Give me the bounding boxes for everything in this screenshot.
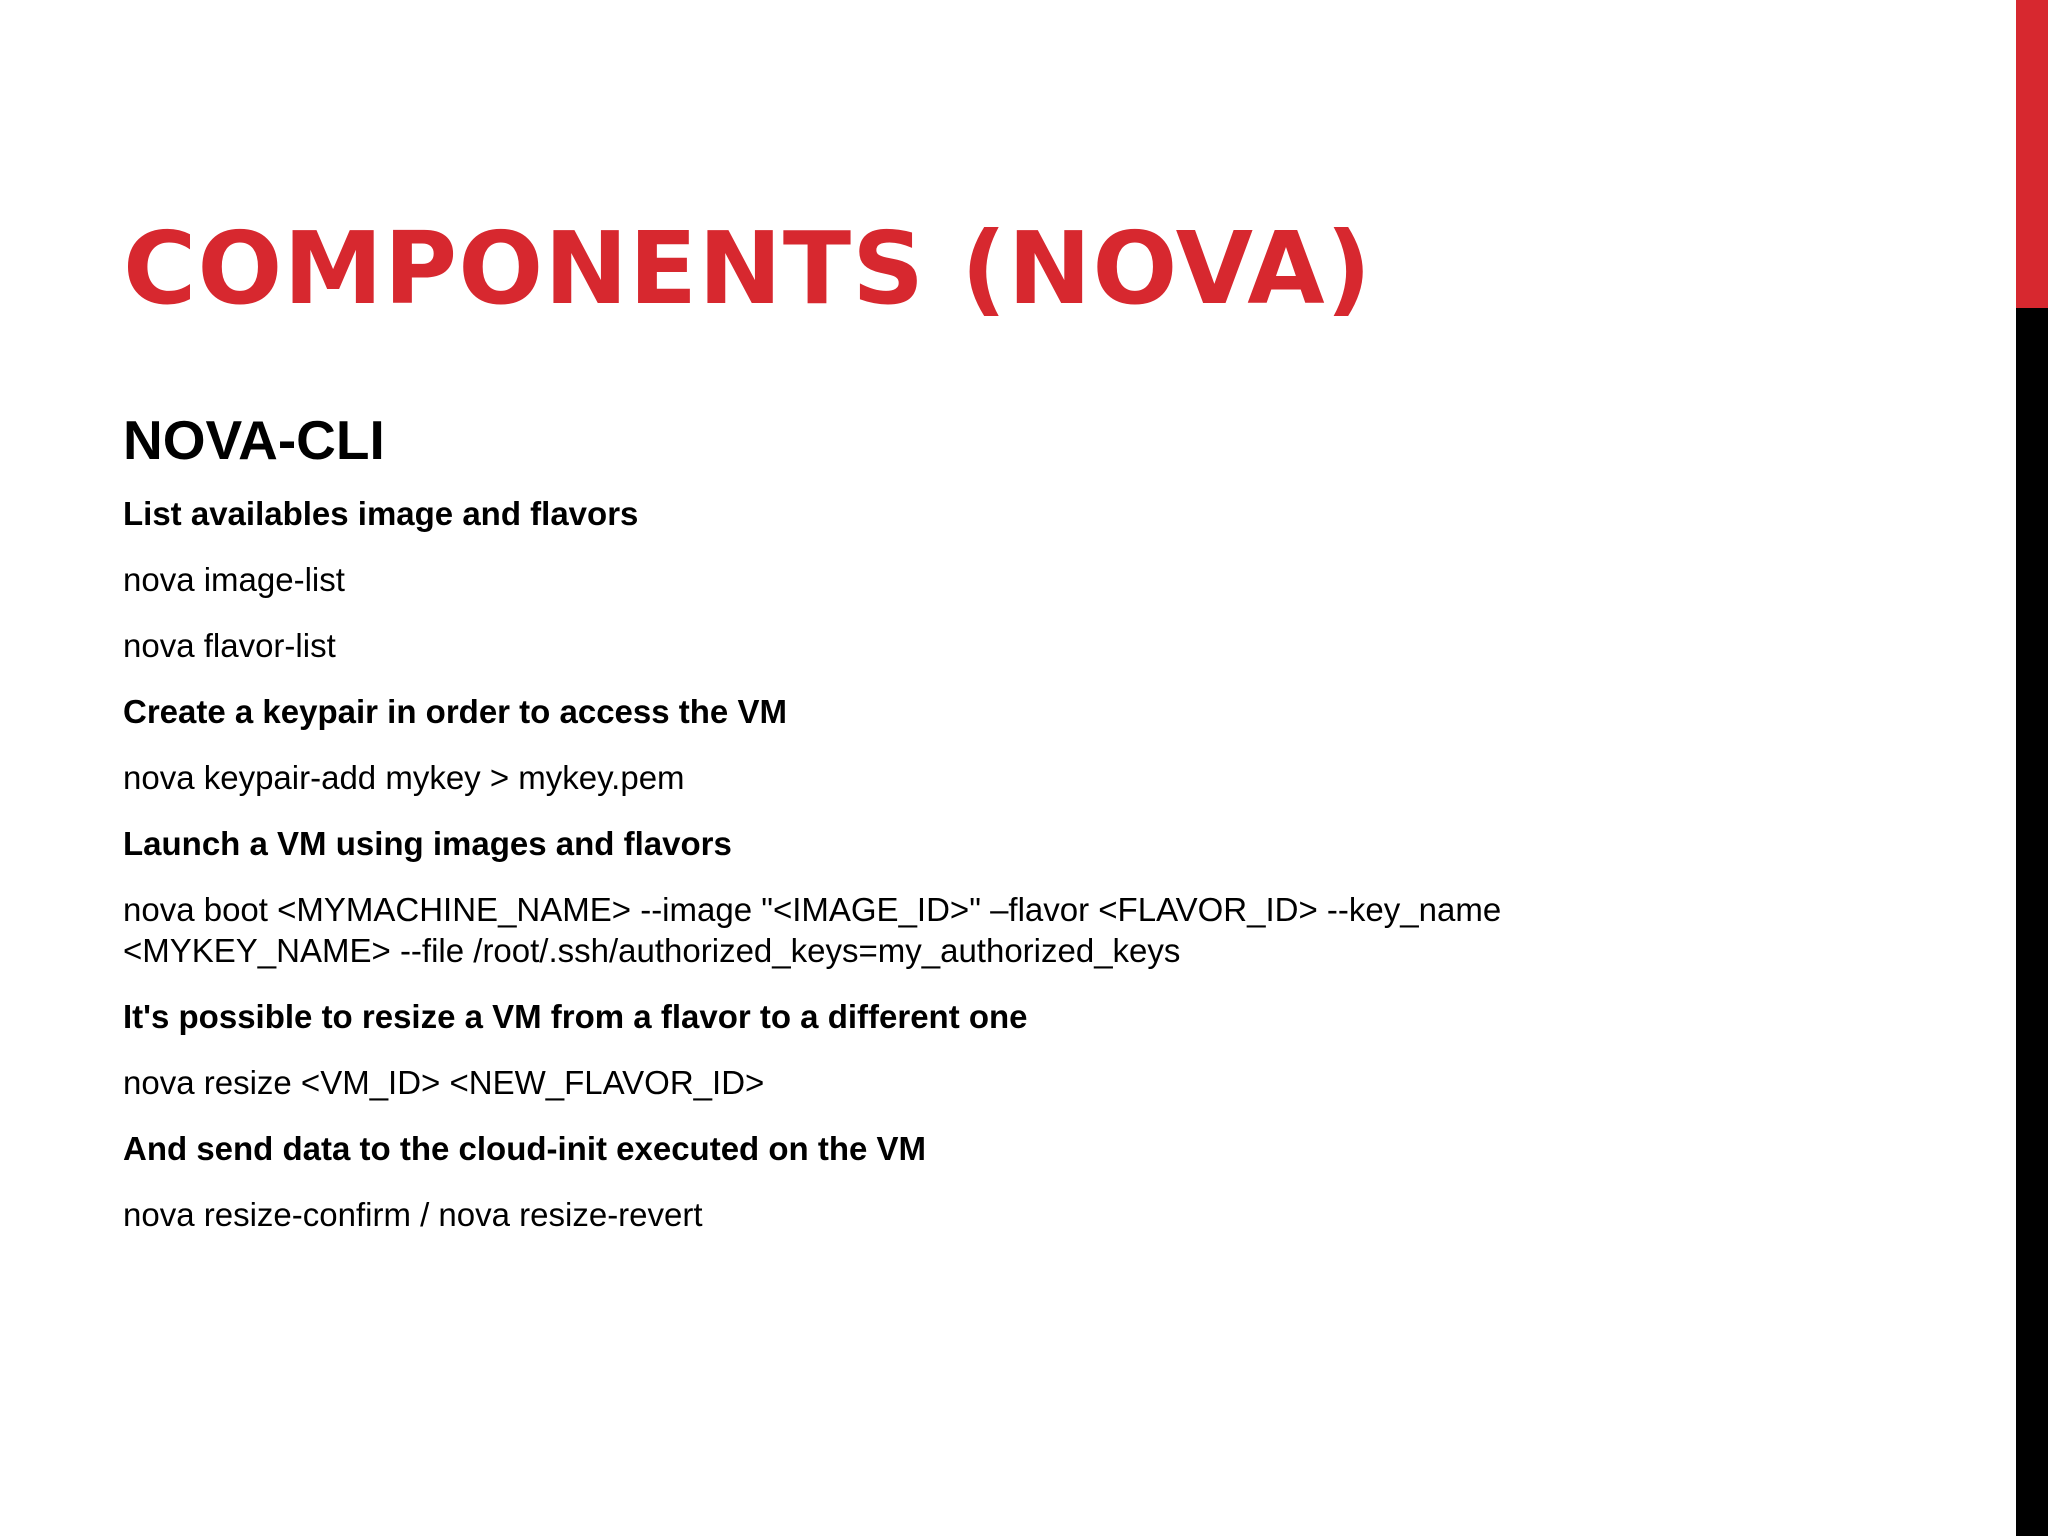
section-heading: NOVA-CLI: [123, 409, 385, 471]
slide-content: [123, 402, 1943, 1235]
text-line-keypair-add: nova keypair-add mykey > mykey.pem: [123, 759, 685, 796]
side-accent-bar: [2016, 0, 2048, 1536]
text-line-nova-boot-cont: <MYKEY_NAME> --file /root/.ssh/authorized_keys=my_authorized_keys: [123, 932, 1181, 969]
text-line-list-heading: List availables image and flavors: [123, 495, 639, 532]
text-line-image-list: nova image-list: [123, 561, 345, 598]
text-line-nova-boot: nova boot <MYMACHINE_NAME> --image "<IMAGE_ID>" –flavor <FLAVOR_ID> --key_name: [123, 891, 1502, 928]
text-line-cloud-init-heading: And send data to the cloud-init executed on the VM: [123, 1130, 927, 1167]
text-line-launch-heading: Launch a VM using images and flavors: [123, 825, 732, 862]
text-line-resize-heading: It's possible to resize a VM from a flavor to a different one: [123, 998, 1028, 1035]
text-line-keypair-heading: Create a keypair in order to access the VM: [123, 693, 787, 730]
side-accent-bar-red: [2016, 0, 2048, 308]
side-accent-bar-black: [2016, 308, 2048, 1536]
text-line-nova-resize: nova resize <VM_ID> <NEW_FLAVOR_ID>: [123, 1064, 765, 1101]
text-line-flavor-list: nova flavor-list: [123, 627, 336, 664]
text-line-resize-confirm: nova resize-confirm / nova resize-revert: [123, 1196, 703, 1233]
slide-title: COMPONENTS (NOVA): [123, 210, 1373, 327]
